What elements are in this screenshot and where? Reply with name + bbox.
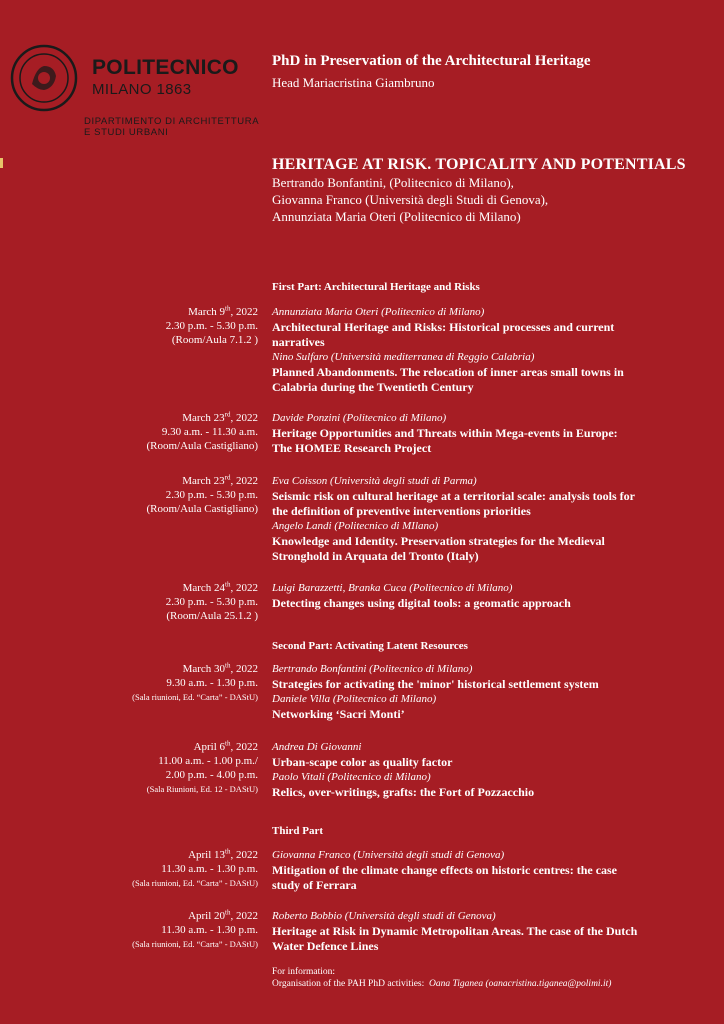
talk-title: Urban-scape color as quality factor [272, 755, 453, 769]
politecnico-seal-icon [10, 44, 78, 112]
department-name [84, 116, 274, 138]
department-line-2: E STUDI URBANI [84, 127, 169, 138]
speaker: Andrea Di Giovanni [272, 741, 362, 753]
session-when [0, 909, 258, 951]
speaker: Angelo Landi (Politecnico di MIlano) [272, 520, 439, 532]
session-when [0, 848, 258, 890]
speaker: Annunziata Maria Oteri (Politecnico di Milano) [272, 306, 485, 318]
talk-title: Knowledge and Identity. Preservation strategies for the Medieval [272, 534, 605, 548]
speaker: Giovanna Franco (Università degli studi di Genova) [272, 849, 505, 861]
talk-title: Heritage at Risk in Dynamic Metropolitan Areas. The case of the Dutch [272, 924, 638, 938]
session-time: 11.00 a.m. - 1.00 p.m./ [158, 755, 258, 767]
session-talks [272, 474, 702, 564]
session-room: (Sala riunioni, Ed. “Carta” - DAStU) [132, 878, 258, 888]
talk-title: Mitigation of the climate change effects on historic centres: the case [272, 863, 618, 877]
session-time: 2.30 p.m. - 5.30 p.m. [165, 320, 258, 332]
course-lecturer: Annunziata Maria Oteri (Politecnico di Milano) [272, 209, 521, 224]
session-room: (Room/Aula 7.1.2 ) [171, 334, 258, 346]
session-room: (Room/Aula 25.1.2 ) [166, 610, 258, 622]
program-head: Head Mariacristina Giambruno [272, 75, 435, 90]
session-date: March 9th, 2022 [188, 304, 258, 318]
brand-year: MILANO 1863 [92, 81, 192, 98]
info-label: For information: [272, 967, 336, 977]
brand-name: POLITECNICO [92, 56, 239, 79]
session-talks [272, 740, 702, 800]
session-date: March 24th, 2022 [182, 580, 258, 594]
section-third-heading: Third Part [272, 825, 324, 837]
info-footer [272, 966, 722, 990]
session-when [0, 474, 258, 516]
speaker: Paolo Vitali (Politecnico di Milano) [272, 771, 431, 783]
session-when [0, 740, 258, 796]
talk-title: the definition of preventive interventions priorities [272, 504, 531, 518]
talk-title: Relics, over-writings, grafts: the Fort of Pozzacchio [272, 785, 535, 799]
speaker: Daniele Villa (Politecnico di Milano) [272, 693, 437, 705]
talk-title: Architectural Heritage and Risks: Historical processes and current [272, 320, 615, 334]
section-first-heading: First Part: Architectural Heritage and Risks [272, 281, 480, 293]
session-time: 2.00 p.m. - 4.00 p.m. [165, 769, 258, 781]
speaker: Nino Sulfaro (Università mediterranea di Reggio Calabria) [272, 351, 535, 363]
talk-title: Seismic risk on cultural heritage at a territorial scale: analysis tools for [272, 489, 635, 503]
department-line-1: DIPARTIMENTO DI ARCHITETTURA [84, 116, 260, 127]
session-time: 11.30 a.m. - 1.30 p.m. [161, 924, 258, 936]
talk-title: Stronghold in Arquata del Tronto (Italy) [272, 549, 479, 563]
session-date: April 13th, 2022 [188, 847, 258, 861]
session-talks [272, 662, 702, 722]
session-talks [272, 909, 702, 954]
session-talks [272, 305, 702, 395]
talk-title: Planned Abandonments. The relocation of inner areas small towns in [272, 365, 624, 379]
talk-title: Strategies for activating the 'minor' historical settlement system [272, 677, 599, 691]
session-talks [272, 848, 702, 893]
course-title: HERITAGE AT RISK. TOPICALITY AND POTENTIALS [272, 156, 686, 173]
info-line [272, 978, 722, 990]
talk-title: Water Defence Lines [272, 939, 379, 953]
talk-title: narratives [272, 335, 325, 349]
session-date: April 6th, 2022 [193, 739, 258, 753]
session-date: March 23rd, 2022 [182, 473, 258, 487]
info-organisation: Organisation of the PAH PhD activities: [272, 979, 425, 989]
speaker: Luigi Barazzetti, Branka Cuca (Politecnico di Milano) [272, 582, 513, 594]
session-time: 2.30 p.m. - 5.30 p.m. [165, 596, 258, 608]
talk-title: The HOMEE Research Project [272, 441, 432, 455]
program-title: PhD in Preservation of the Architectural Heritage [272, 53, 591, 69]
course-lecturer: Bertrando Bonfantini, (Politecnico di Milano), [272, 175, 514, 190]
session-when [0, 581, 258, 623]
talk-title: Detecting changes using digital tools: a geomatic approach [272, 596, 571, 610]
session-room: (Sala riunioni, Ed. “Carta” - DAStU) [132, 939, 258, 949]
session-time: 11.30 a.m. - 1.30 p.m. [161, 863, 258, 875]
session-time: 2.30 p.m. - 5.30 p.m. [165, 489, 258, 501]
session-date: April 20th, 2022 [188, 908, 258, 922]
session-room: (Sala Riunioni, Ed. 12 - DAStU) [146, 784, 258, 794]
talk-title: study of Ferrara [272, 878, 357, 892]
session-when [0, 305, 258, 347]
session-when [0, 411, 258, 453]
session-talks [272, 411, 702, 456]
speaker: Roberto Bobbio (Università degli studi di Genova) [272, 910, 496, 922]
session-time: 9.30 a.m. - 1.30 p.m. [166, 677, 258, 689]
session-date: March 30th, 2022 [182, 661, 258, 675]
gold-edge-mark [0, 158, 3, 168]
session-when [0, 662, 258, 704]
session-room: (Sala riunioni, Ed. “Carta” - DAStU) [132, 692, 258, 702]
talk-title: Heritage Opportunities and Threats within Mega-events in Europe: [272, 426, 618, 440]
talk-title: Calabria during the Twentieth Century [272, 380, 474, 394]
course-lecturer: Giovanna Franco (Università degli Studi di Genova), [272, 192, 549, 207]
session-room: (Room/Aula Castigliano) [146, 503, 258, 515]
speaker: Eva Coisson (Università degli studi di Parma) [272, 475, 477, 487]
speaker: Davide Ponzini (Politecnico di Milano) [272, 412, 447, 424]
session-date: March 23rd, 2022 [182, 410, 258, 424]
speaker: Bertrando Bonfantini (Politecnico di Milano) [272, 663, 473, 675]
session-talks [272, 581, 702, 611]
session-time: 9.30 a.m. - 11.30 a.m. [161, 426, 258, 438]
info-contact: Oana Tiganea (oanacristina.tiganea@polimi.it) [429, 979, 612, 989]
course-block [272, 156, 712, 225]
session-room: (Room/Aula Castigliano) [146, 440, 258, 452]
section-second-heading: Second Part: Activating Latent Resources [272, 640, 468, 652]
talk-title: Networking ‘Sacri Monti’ [272, 707, 405, 721]
